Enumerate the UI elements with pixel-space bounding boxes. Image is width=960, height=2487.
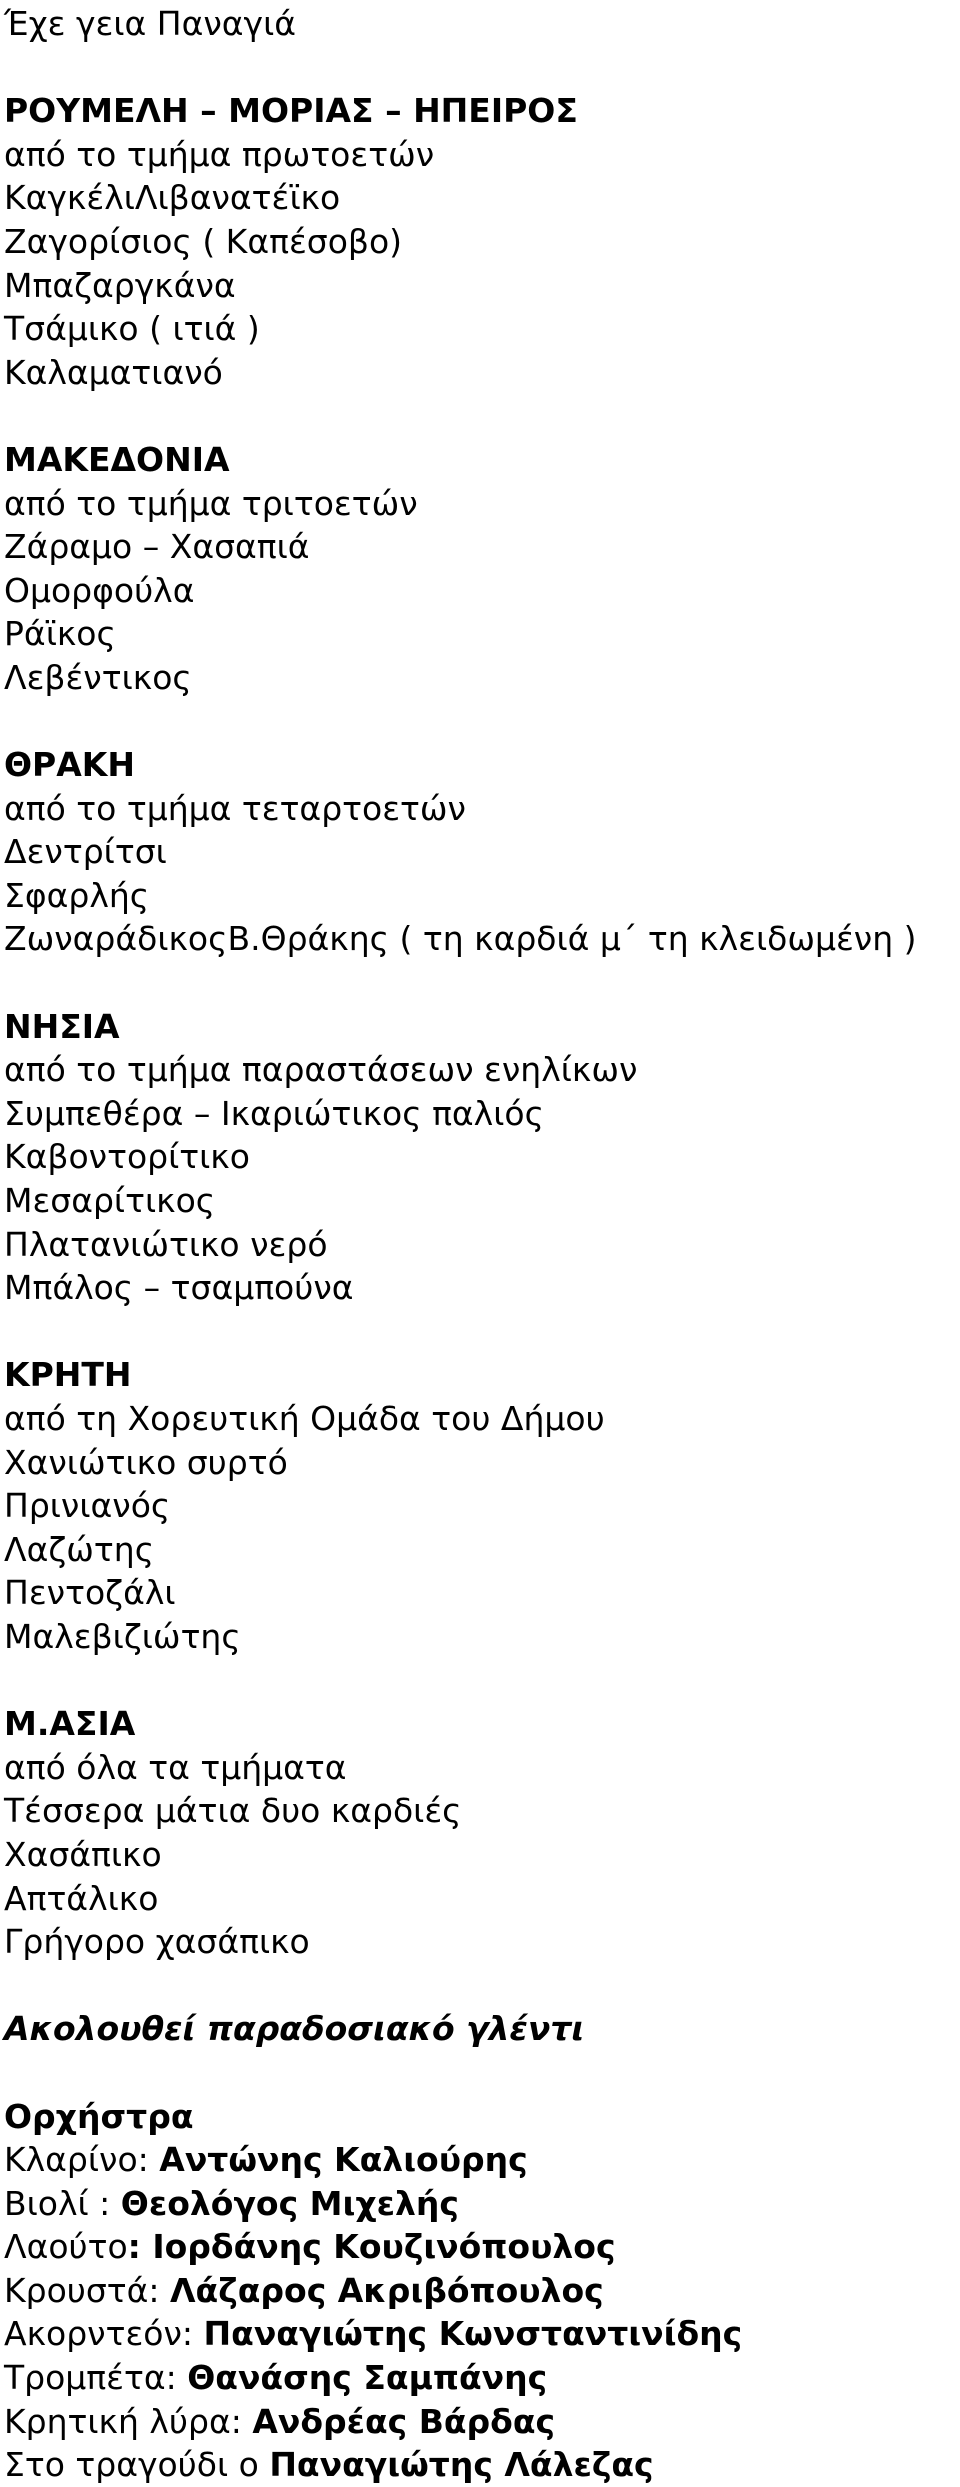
section-heading: ΡΟΥΜΕΛΗ – ΜΟΡΙΑΣ – ΗΠΕΙΡΟΣ: [4, 91, 578, 131]
section-line: ΚαγκέλιΛιβανατέϊκο: [4, 178, 341, 218]
section-line: Χασάπικο: [4, 1834, 162, 1874]
spacer: [4, 1659, 956, 1703]
section-line: Τέσσερα μάτια δυο καρδιές: [4, 1791, 462, 1831]
section-line: Μπάλος – τσαμπούνα: [4, 1268, 354, 1308]
orchestra-member: [4, 2269, 956, 2313]
section-makedonia: [4, 438, 956, 700]
orchestra-heading: Ορχήστρα: [4, 2096, 194, 2136]
member-name: Λάζαρος Ακριβόπουλος: [170, 2270, 604, 2310]
member-name: Παναγιώτης Λάλεζας: [269, 2445, 654, 2485]
section-line: από όλα τα τμήματα: [4, 1747, 347, 1787]
orchestra-member: [4, 2443, 956, 2487]
member-name: Παναγιώτης Κωνσταντινίδης: [203, 2314, 743, 2354]
section-line: Μπαζαργκάνα: [4, 265, 236, 305]
section-kriti: [4, 1353, 956, 1658]
member-role: Κρουστά:: [4, 2270, 171, 2310]
section-thraki: [4, 743, 956, 961]
section-line: Ζάραμο – Χασαπιά: [4, 527, 310, 567]
member-role: Στο τραγούδι ο: [4, 2445, 270, 2485]
orchestra-member: [4, 2225, 956, 2269]
section-line: Λεβέντικος: [4, 657, 192, 697]
orchestra-member: [4, 2356, 956, 2400]
section-mikra-asia: [4, 1702, 956, 1964]
orchestra-member: [4, 2138, 956, 2182]
section-line: από το τμήμα τριτοετών: [4, 483, 418, 523]
section-heading: ΚΡΗΤΗ: [4, 1355, 132, 1395]
section-line: ΖωναράδικοςΒ.Θράκης ( τη καρδιά μ΄ τη κλειδωμένη ): [4, 919, 917, 959]
section-line: Καλαματιανό: [4, 352, 223, 392]
orchestra-member: [4, 2312, 956, 2356]
section-line: Ράϊκος: [4, 614, 116, 654]
section-heading: ΝΗΣΙΑ: [4, 1006, 120, 1046]
section-line: από το τμήμα τεταρτοετών: [4, 788, 466, 828]
member-role: Τρομπέτα:: [4, 2358, 188, 2398]
section-heading: ΜΑΚΕΔΟΝΙΑ: [4, 439, 230, 479]
document-body: [4, 0, 956, 2487]
orchestra-section: [4, 2095, 956, 2487]
section-line: Πλατανιώτικο νερό: [4, 1224, 328, 1264]
section-line: Μεσαρίτικος: [4, 1181, 216, 1221]
spacer: [4, 46, 956, 90]
section-line: Πρινιανός: [4, 1486, 171, 1526]
spacer: [4, 394, 956, 438]
section-line: Απτάλικο: [4, 1878, 159, 1918]
member-role: Λαούτο: [4, 2227, 128, 2267]
member-name: Ανδρέας Βάρδας: [252, 2401, 556, 2441]
section-line: Τσάμικο ( ιτιά ): [4, 309, 260, 349]
spacer: [4, 961, 956, 1005]
spacer: [4, 2051, 956, 2095]
section-line: Χανιώτικο συρτό: [4, 1442, 288, 1482]
announcement-line: Ακολουθεί παραδοσιακό γλέντι: [4, 2009, 585, 2049]
section-line: Γρήγορο χασάπικο: [4, 1922, 310, 1962]
member-name: : Ιορδάνης Κουζινόπουλος: [127, 2227, 616, 2267]
section-line: Λαζώτης: [4, 1529, 155, 1569]
member-role: Ακορντεόν:: [4, 2314, 204, 2354]
orchestra-member: [4, 2182, 956, 2226]
member-role: Βιολί :: [4, 2183, 121, 2223]
spacer: [4, 1310, 956, 1354]
section-line: Δεντρίτσι: [4, 832, 167, 872]
intro-line: Έχε γεια Παναγιά: [4, 4, 296, 43]
section-line: Ζαγορίσιος ( Καπέσοβο): [4, 221, 403, 261]
member-name: Αντώνης Καλιούρης: [159, 2140, 528, 2180]
orchestra-member: [4, 2400, 956, 2444]
section-line: Μαλεβιζιώτης: [4, 1616, 241, 1656]
member-role: Κλαρίνο:: [4, 2140, 160, 2180]
section-line: Καβοντορίτικο: [4, 1137, 250, 1177]
member-name: Θανάσης Σαμπάνης: [187, 2358, 548, 2398]
section-line: Συμπεθέρα – Ικαριώτικος παλιός: [4, 1093, 544, 1133]
section-line: από τη Χορευτική Ομάδα του Δήμου: [4, 1399, 605, 1438]
section-nisia: [4, 1005, 956, 1310]
spacer: [4, 700, 956, 744]
section-heading: ΘΡΑΚΗ: [4, 745, 135, 785]
section-heading: Μ.ΑΣΙΑ: [4, 1704, 136, 1744]
section-roumeli: [4, 89, 956, 394]
section-line: από το τμήμα πρωτοετών: [4, 134, 435, 174]
section-line: Πεντοζάλι: [4, 1573, 176, 1613]
section-line: Σφαρλής: [4, 875, 150, 915]
section-line: Ομορφούλα: [4, 570, 195, 610]
member-name: Θεολόγος Μιχελής: [120, 2183, 459, 2223]
section-line: από το τμήμα παραστάσεων ενηλίκων: [4, 1050, 638, 1090]
member-role: Κρητική λύρα:: [4, 2401, 253, 2441]
spacer: [4, 1964, 956, 2008]
